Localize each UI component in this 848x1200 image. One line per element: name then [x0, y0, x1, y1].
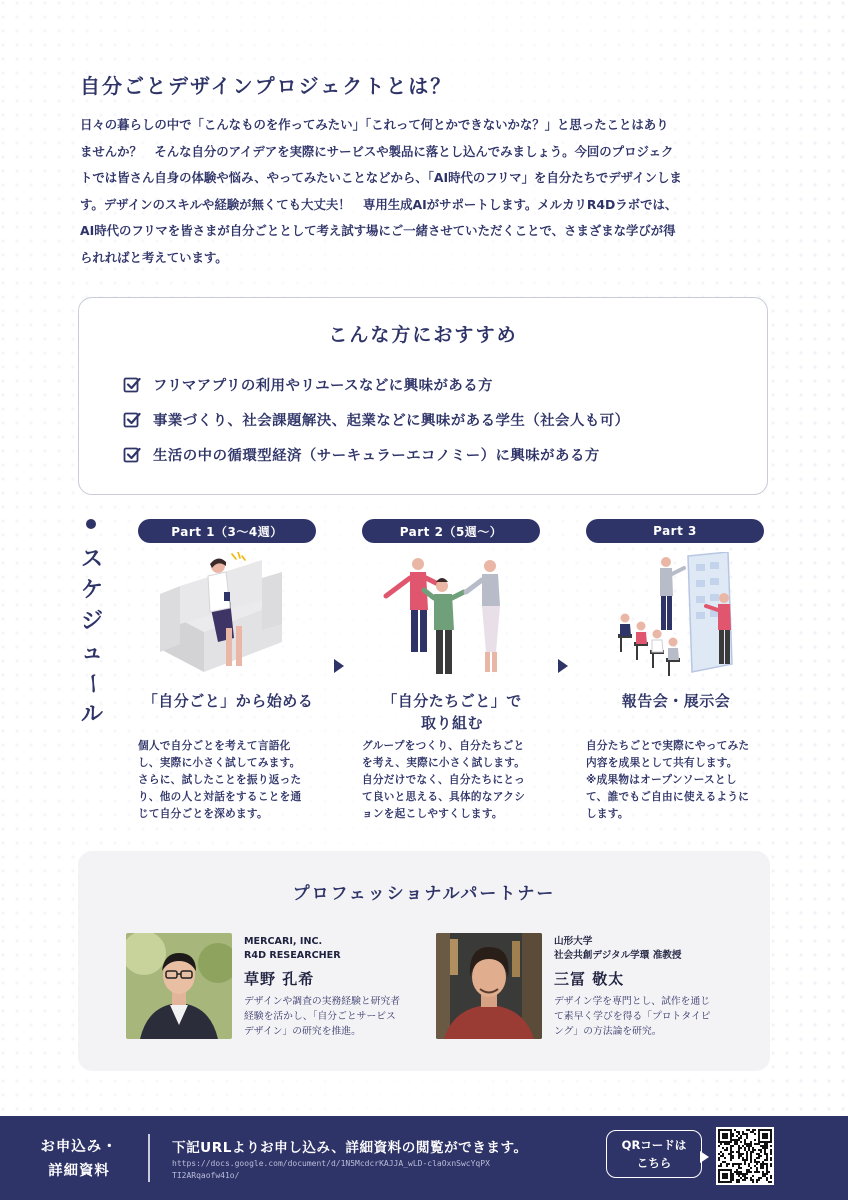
- part2-desc-line: ョンを起こしやすくします。: [362, 808, 503, 820]
- group-discussion-illustration: [380, 552, 520, 682]
- part3-desc-line: ※成果物はオープンソースとし: [586, 774, 737, 786]
- part3-desc-line: 内容を成果として共有します。: [586, 757, 738, 769]
- part3-desc-line: します。: [586, 808, 629, 820]
- qr-code-icon[interactable]: [716, 1127, 774, 1185]
- intro-line: トでは皆さん自身の体験や悩み、やってみたいことなどから、「AI時代のフリマ」を自分たちでデザインしま: [80, 170, 682, 185]
- part1-desc-line: し、実際に小さく試してみます。: [138, 757, 301, 769]
- partner-affiliation-line: MERCARI, INC.: [244, 936, 323, 947]
- partner-desc-line: デザイン」の研究を推進。: [244, 1026, 361, 1037]
- schedule-bullet: [86, 519, 96, 529]
- part1-pill: Part 1（3〜4週）: [138, 519, 316, 543]
- partner-desc-line: ング」の方法論を研究。: [554, 1026, 662, 1037]
- qr-callout-line: こちら: [636, 1156, 672, 1170]
- part1-desc-line: じて自分ごとを深めます。: [138, 808, 268, 820]
- partner-desc-line: デザインや調査の実務経験と研究者: [244, 996, 401, 1007]
- step-arrow-icon: [334, 659, 344, 673]
- recommend-item: [123, 374, 493, 395]
- partner-photo-mitomi: [436, 933, 542, 1039]
- part1-title-line: 「自分ごと」から始める: [142, 692, 314, 710]
- part2-title-line: 取り組む: [420, 714, 483, 732]
- partner-affiliation-line: R4D RESEARCHER: [244, 950, 341, 961]
- recommend-item-label: 生活の中の循環型経済（サーキュラーエコノミー）に興味がある方: [153, 448, 600, 464]
- part3-desc: [586, 738, 768, 823]
- part3-desc-line: て、誰でもご自由に使えるように: [586, 791, 750, 803]
- checkbox-icon: [123, 376, 141, 394]
- part1-desc: [138, 738, 320, 823]
- recommend-item-label: フリマアプリの利用やリユースなどに興味がある方: [153, 378, 494, 394]
- partner-desc: [554, 994, 744, 1039]
- recommend-title: こんな方におすすめ: [328, 324, 518, 346]
- sofa-person-illustration: [152, 552, 302, 678]
- intro-line: AI時代のフリマを皆さまが自分ごととして考え試す場にご一緒させていただくことで、さまざまな学びが得: [80, 223, 676, 238]
- footer-bar: [0, 1116, 848, 1200]
- partner-section: [78, 851, 770, 1071]
- partner-desc-line: デザイン学を専門とし、試作を通じ: [554, 996, 711, 1007]
- recommend-item-label: 事業づくり、社会課題解決、起業などに興味がある学生（社会人も可）: [153, 413, 630, 429]
- partner-affiliation: [244, 935, 341, 963]
- recommend-box: [78, 297, 768, 495]
- apply-heading: [26, 1135, 132, 1183]
- schedule-label-char: ジ: [80, 609, 103, 634]
- recommend-item: [123, 444, 600, 465]
- part1-desc-line: 個人で自分ごとを考えて言語化: [138, 740, 291, 752]
- partner-affiliation-line: 社会共創デジタル学環 准教授: [554, 950, 682, 961]
- presentation-illustration: [612, 552, 752, 682]
- qr-callout-tail: [700, 1151, 709, 1163]
- part1-title: [138, 690, 318, 712]
- footer-divider: [148, 1134, 150, 1182]
- apply-heading-line: お申込み・: [40, 1139, 118, 1155]
- qr-callout-line: QRコードは: [621, 1138, 687, 1152]
- partner-affiliation-line: 山形大学: [554, 936, 593, 947]
- part2-pill: Part 2（5週〜）: [362, 519, 540, 543]
- part2-desc-line: て良いと思える、具体的なアクシ: [362, 791, 526, 803]
- recommend-item: [123, 409, 630, 430]
- checkbox-icon: [123, 411, 141, 429]
- partner-desc: [244, 994, 434, 1039]
- part2-desc-line: を考え、実際に小さく試します。: [362, 757, 526, 769]
- part1-desc-line: り、他の人と対話をすることを通: [138, 791, 302, 803]
- step-arrow-icon: [558, 659, 568, 673]
- schedule-label-char: ル: [80, 702, 103, 727]
- part2-desc-line: グループをつくり、自分たちごと: [362, 740, 525, 752]
- schedule-label-char: ケ: [80, 578, 103, 603]
- partner-name: 草野 孔希: [244, 970, 315, 988]
- partner-affiliation: [554, 935, 681, 963]
- part1-desc-line: さらに、試したことを振り返った: [138, 774, 302, 786]
- qr-callout: [606, 1130, 702, 1178]
- part3-title: [586, 690, 766, 712]
- schedule-label-char: ー: [79, 672, 105, 695]
- part2-title-line: 「自分たちごと」で: [382, 692, 522, 710]
- footer-message: 下記URLよりお申し込み、詳細資料の閲覧ができます。: [172, 1140, 528, 1156]
- partner-desc-line: て素早く学びを得る「プロトタイピ: [554, 1011, 711, 1022]
- intro-line: られればと考えています。: [80, 249, 228, 265]
- partner-desc-line: 経験を活かし、「自分ごとサービス: [244, 1011, 396, 1022]
- partner-name: 三冨 敬太: [554, 970, 625, 988]
- intro-title: 自分ごとデザインプロジェクトとは？: [80, 74, 453, 98]
- part2-desc: [362, 738, 544, 823]
- intro-text: [80, 112, 770, 271]
- part2-title: [362, 690, 542, 734]
- intro-line: す。デザインのスキルや経験が無くても大丈夫！ 専用生成AIがサポートします。メルカリR4Dラボでは、: [80, 196, 678, 212]
- part3-desc-line: 自分たちごとで実際にやってみた: [586, 740, 750, 752]
- application-url-link[interactable]: https://docs.google.com/document/d/1N5McdcrKAJJA_wLD-claOxnSwcYqPXTI2ARqaofw41o/: [172, 1159, 490, 1180]
- part3-title-line: 報告会・展示会: [621, 692, 731, 710]
- apply-heading-line: 詳細資料: [48, 1163, 110, 1179]
- schedule-label: [78, 544, 106, 730]
- partner-title: プロフェッショナルパートナー: [292, 884, 556, 904]
- checkbox-icon: [123, 446, 141, 464]
- schedule-label-char: ュ: [80, 640, 103, 665]
- part2-desc-line: 自分だけでなく、自分たちにとっ: [362, 774, 525, 786]
- intro-line: ませんか？ そんな自分のアイデアを実際にサービスや製品に落とし込んでみましょう。今回のプロジェク: [80, 143, 674, 159]
- intro-line: 日々の暮らしの中で「こんなものを作ってみたい」「これって何とかできないかな？」と思ったことはあり: [80, 117, 669, 132]
- schedule-label-char: ス: [80, 547, 103, 572]
- part3-pill: Part 3: [586, 519, 764, 543]
- partner-photo-kusano: [126, 933, 232, 1039]
